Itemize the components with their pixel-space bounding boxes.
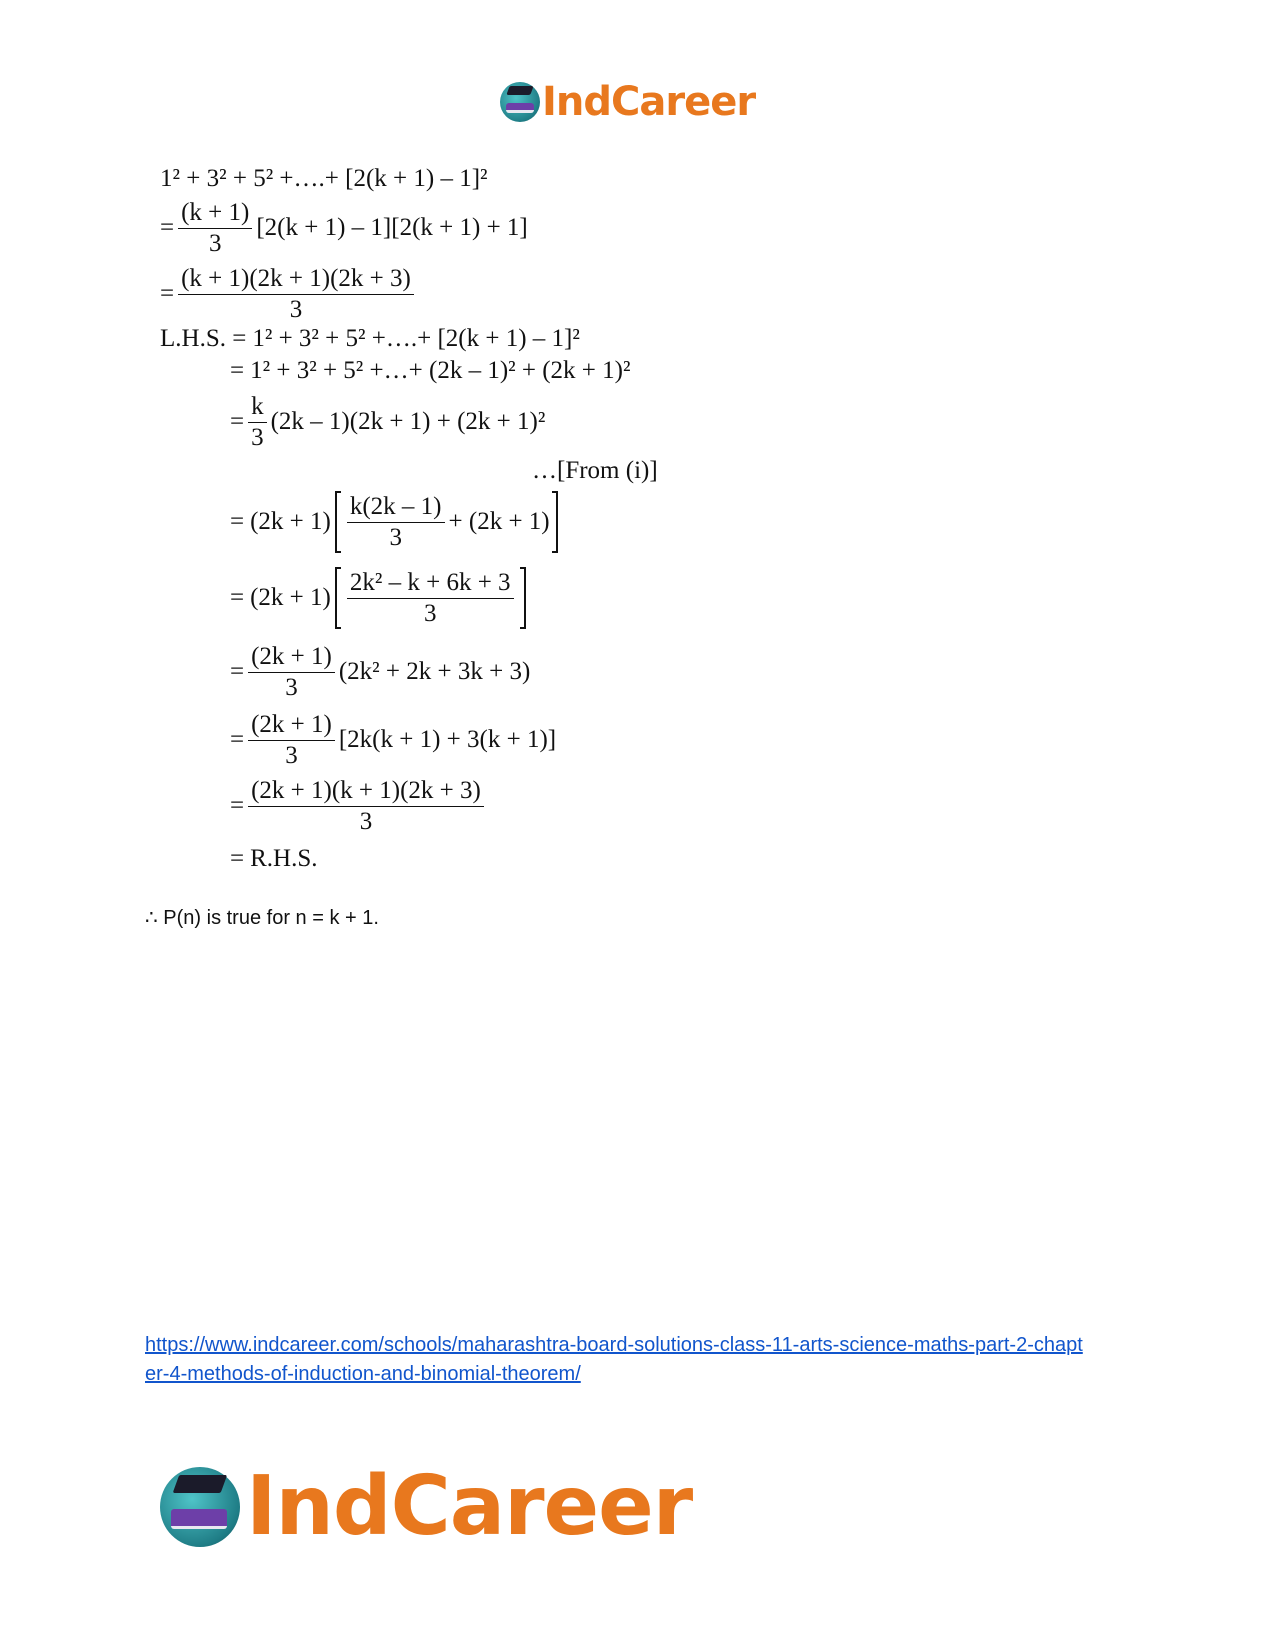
graduation-book-icon xyxy=(160,1467,240,1547)
fraction-numerator: k(2k – 1) xyxy=(347,493,445,523)
fraction-denominator: 3 xyxy=(423,599,437,627)
math-line-1 xyxy=(160,165,488,193)
source-link[interactable]: https://www.indcareer.com/schools/maharashtra-board-solutions-class-11-arts-science-maths-part-2-chapter-4-methods-of-induction-and-binomial-theorem/ xyxy=(145,1334,1083,1385)
equals-sign: = xyxy=(230,408,245,435)
fraction xyxy=(248,711,335,769)
fraction-denominator: 3 xyxy=(289,295,303,323)
equals-sign: = xyxy=(230,508,245,535)
from-reference xyxy=(532,457,658,485)
equals-sign: = xyxy=(160,214,175,241)
lhs-line-2 xyxy=(230,357,630,385)
step-5 xyxy=(230,567,530,629)
step-rhs xyxy=(230,845,318,873)
square-bracket xyxy=(335,491,558,553)
fraction xyxy=(248,643,335,701)
fraction-denominator: 3 xyxy=(389,523,402,551)
math-expression: [2(k + 1) – 1][2(k + 1) + 1] xyxy=(256,214,528,241)
math-line-3 xyxy=(160,265,418,323)
fraction-denominator: 3 xyxy=(285,673,298,701)
step-4 xyxy=(230,491,562,553)
step-8 xyxy=(230,777,488,835)
math-expression: 1² + 3² + 5² +…+ (2k – 1)² + (2k + 1)² xyxy=(250,357,631,384)
fraction xyxy=(178,199,252,257)
logo-text: IndCareer xyxy=(542,79,756,125)
equals-sign: = xyxy=(160,280,175,307)
fraction-denominator: 3 xyxy=(285,741,298,769)
header-logo xyxy=(500,78,755,126)
fraction-numerator: (k + 1) xyxy=(178,199,252,229)
fraction-numerator: k xyxy=(248,393,267,423)
fraction-numerator: (2k + 1)(k + 1)(2k + 3) xyxy=(248,777,484,807)
fraction-denominator: 3 xyxy=(359,807,373,835)
math-expression: (2k + 1) xyxy=(250,584,331,611)
footer-logo xyxy=(160,1459,693,1554)
fraction-denominator: 3 xyxy=(208,229,222,257)
equals-sign: = xyxy=(230,584,245,611)
equals-sign: = xyxy=(230,658,245,685)
conclusion-text: ∴ P(n) is true for n = k + 1. xyxy=(145,907,379,929)
math-expression: 1² + 3² + 5² +….+ [2(k + 1) – 1]² xyxy=(252,325,580,352)
step-6 xyxy=(230,643,530,701)
fraction xyxy=(248,393,267,451)
equals-sign: = xyxy=(230,726,245,753)
fraction-denominator: 3 xyxy=(251,423,264,451)
fraction-numerator: (k + 1)(2k + 1)(2k + 3) xyxy=(178,265,414,295)
reference-note: …[From (i)] xyxy=(532,457,658,484)
fraction xyxy=(347,493,445,551)
math-expression: (2k – 1)(2k + 1) + (2k + 1)² xyxy=(270,408,546,435)
square-bracket xyxy=(335,567,526,629)
lhs-line-1 xyxy=(160,325,580,353)
math-expression: [2k(k + 1) + 3(k + 1)] xyxy=(338,726,557,753)
lhs-line-3 xyxy=(230,393,545,451)
equals-sign: = xyxy=(230,357,245,384)
equals-sign: = xyxy=(230,845,245,872)
math-expression: 1² + 3² + 5² +….+ [2(k + 1) – 1]² xyxy=(160,165,488,192)
fraction xyxy=(248,777,484,835)
graduation-book-icon xyxy=(500,82,540,122)
fraction-numerator: (2k + 1) xyxy=(248,711,335,741)
rhs-label: R.H.S. xyxy=(250,845,318,872)
fraction-numerator: 2k² – k + 6k + 3 xyxy=(347,569,514,599)
math-expression: (2k² + 2k + 3k + 3) xyxy=(338,658,531,685)
lhs-label: L.H.S. = xyxy=(160,325,247,352)
equals-sign: = xyxy=(230,792,245,819)
fraction xyxy=(178,265,414,323)
fraction-numerator: (2k + 1) xyxy=(248,643,335,673)
step-7 xyxy=(230,711,556,769)
math-expression: + (2k + 1) xyxy=(448,508,550,535)
math-line-2 xyxy=(160,199,528,257)
logo-text: IndCareer xyxy=(246,1459,693,1554)
math-expression: (2k + 1) xyxy=(250,508,331,535)
fraction xyxy=(347,569,514,627)
